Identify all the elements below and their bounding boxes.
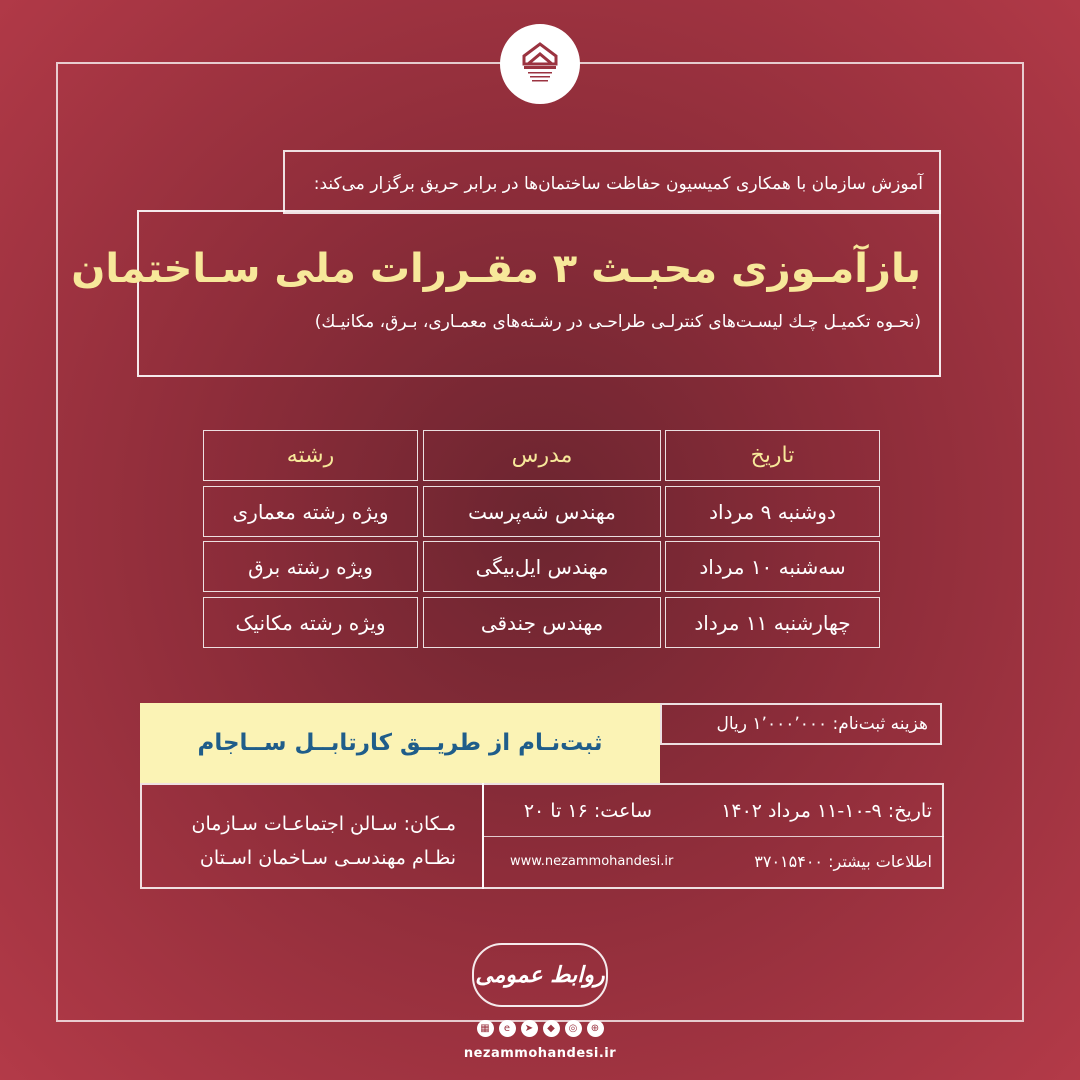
aparat-icon[interactable]: ▦ bbox=[477, 1020, 494, 1037]
organization-logo-icon bbox=[510, 34, 570, 94]
table-cell-field: ویژه رشته برق bbox=[203, 541, 418, 592]
organization-logo bbox=[500, 24, 580, 104]
registration-banner: ثبت‌نـام از طریــق کارتابــل ســاجام bbox=[140, 703, 660, 783]
footer-website[interactable]: nezammohandesi.ir bbox=[463, 1046, 617, 1061]
registration-fee: هزینه ثبت‌نام: ۱٬۰۰۰٬۰۰۰ ریال bbox=[660, 703, 942, 745]
more-info-phone: اطلاعات بیشتر: ۳۷۰۱۵۴۰۰ bbox=[754, 852, 932, 871]
social-icons-row bbox=[470, 1020, 610, 1044]
telegram-icon[interactable]: ➤ bbox=[521, 1020, 538, 1037]
table-header-field: رشته bbox=[203, 430, 418, 481]
instagram-icon[interactable]: ◎ bbox=[565, 1020, 582, 1037]
eitaa-icon[interactable]: e bbox=[499, 1020, 516, 1037]
course-title-box bbox=[71, 210, 941, 377]
table-cell-field: ویژه رشته مکانیک bbox=[203, 597, 418, 648]
table-header-date: تاریخ bbox=[665, 430, 880, 481]
badge-text: روابط عمومی bbox=[475, 962, 605, 988]
event-time: ساعت: ۱۶ تا ۲۰ bbox=[523, 800, 652, 822]
table-cell-date: سه‌شنبه ۱۰ مرداد bbox=[665, 541, 880, 592]
rubika-icon[interactable]: ◆ bbox=[543, 1020, 560, 1037]
venue-line-1: مـکان: سـالن اجتماعـات سـازمان bbox=[191, 813, 456, 835]
info-divider bbox=[482, 836, 944, 837]
table-cell-instructor: مهندس جندقی bbox=[423, 597, 661, 648]
website-icon[interactable]: ⊕ bbox=[587, 1020, 604, 1037]
table-cell-instructor: مهندس ایل‌بیگی bbox=[423, 541, 661, 592]
venue-box bbox=[140, 783, 484, 889]
table-cell-date: دوشنبه ۹ مرداد bbox=[665, 486, 880, 537]
table-cell-instructor: مهندس شه‌پرست bbox=[423, 486, 661, 537]
table-cell-field: ویژه رشته معماری bbox=[203, 486, 418, 537]
course-subtitle: (نحـوه تکمیـل چـك لیسـت‌های کنترلـی طراحـی در رشـته‌های معمـاری، بـرق، مکانیـك) bbox=[314, 312, 921, 332]
event-date: تاریخ: ۹-۱۰-۱۱ مرداد ۱۴۰۲ bbox=[721, 800, 932, 822]
public-relations-badge bbox=[472, 943, 608, 1007]
course-title: بازآمـوزی محبـث ۳ مقـررات ملی سـاختمان bbox=[71, 246, 921, 292]
intro-text: آموزش سازمان با همکاری کمیسیون حفاظت ساختمان‌ها در برابر حریق برگزار می‌کند: bbox=[283, 150, 941, 214]
table-header-instructor: مدرس bbox=[423, 430, 661, 481]
venue-line-2: نظـام مهندسـی سـاخمان اسـتان bbox=[199, 847, 456, 869]
table-cell-date: چهارشنبه ۱۱ مرداد bbox=[665, 597, 880, 648]
website-link[interactable]: www.nezammohandesi.ir bbox=[510, 854, 674, 869]
